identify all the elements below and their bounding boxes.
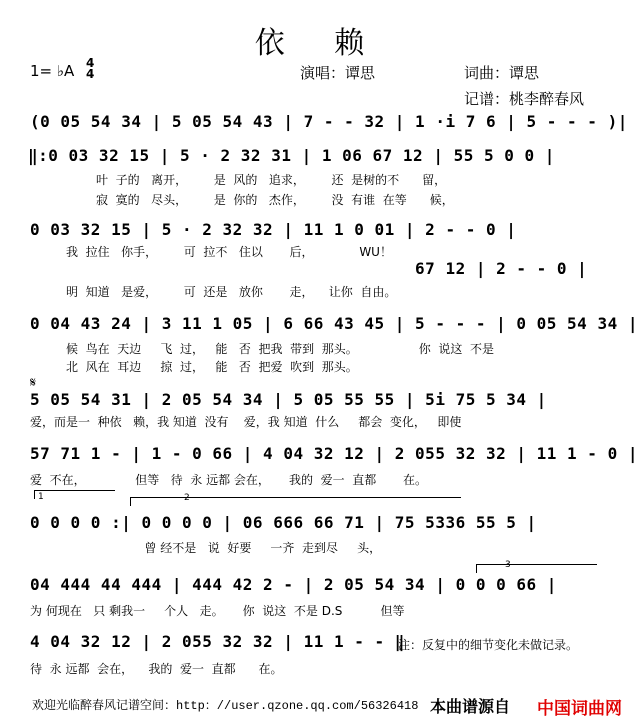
time-signature-top: 4: [86, 56, 95, 70]
time-signature: [86, 58, 94, 80]
lyric-row-1b: 寂 寞的 尽头， 是 你的 杰作， 没 有谁 在等 候，: [96, 193, 454, 207]
lyric-row-9: 待 永 远都 会在， 我的 爱一 直都 在。: [30, 662, 283, 676]
segno-sign: 𝄋: [30, 375, 37, 391]
lyric-row-4a: 候 鸟在 天边 飞 过， 能 否 把我 带到 那头。 你 说这 不是: [66, 342, 495, 356]
lyric-row-8: 为 何现在 只 剩我一 个人 走。 你 说这 不是 D.S 但等: [30, 604, 405, 618]
lyric-row-6: 爱 不在， 但等 待 永 远都 会在， 我的 爱一 直都 在。: [30, 473, 427, 487]
lyric-row-2: 我 拉住 你手， 可 拉不 住以 后， WU！: [66, 245, 392, 259]
score-row-9: 4 04 32 12 | 2 055 32 32 | 11 1 - - ‖: [30, 632, 405, 651]
writer-credit: 词曲：谭思: [464, 64, 540, 82]
time-signature-bottom: 4: [86, 67, 95, 81]
footer-source-text: 本曲谱源自: [430, 697, 511, 716]
score-row-intro: (0 05 54 34 | 5 05 54 43 | 7 - - 32 | 1 ·i 7 6 | 5 - - - )|: [30, 112, 628, 131]
score-row-8: 04 444 44 444 | 444 42 2 - | 2 05 54 34 | 0 0 0 66 |: [30, 575, 557, 594]
footer-brand-logo: 中国词曲网: [537, 699, 622, 719]
volta-bracket-3: [476, 564, 597, 573]
lyric-row-1a: 叶 子的 离开， 是 风的 追求， 还 是树的不 留，: [96, 173, 447, 187]
score-row-6: 57 71 1 - | 1 - 0 66 | 4 04 32 12 | 2 055 32 32 | 11 1 - 0 |: [30, 444, 638, 463]
footer-website-text: 欢迎光临醉春风记谱空间：http：//user.qzone.qq.com/56326418: [32, 699, 419, 713]
score-row-5: 5 05 54 31 | 2 05 54 34 | 5 05 55 55 | 5i 75 5 34 |: [30, 390, 547, 409]
score-row-7: 0 0 0 0 :| 0 0 0 0 | 06 666 66 71 | 75 5336 55 5 |: [30, 513, 537, 532]
lyric-row-4b: 北 风在 耳边 掠 过， 能 否 把爱 吹到 那头。: [66, 360, 358, 374]
lyric-row-7: 曾 经不是 说 好要 一齐 走到尽 头，: [30, 541, 382, 555]
volta-number-3: 3: [505, 560, 511, 570]
score-row-1: ‖:0 03 32 15 | 5 · 2 32 31 | 1 06 67 12 | 55 5 0 0 |: [28, 146, 555, 165]
score-row-4: 0 04 43 24 | 3 11 1 05 | 6 66 43 45 | 5 - - - | 0 05 54 34 |: [30, 314, 638, 333]
transcription-remark: 注：反复中的细节变化未做记录。: [398, 638, 579, 652]
key-signature: 1= ♭A: [30, 62, 75, 80]
volta-number-2: 2: [184, 493, 190, 503]
score-row-3: 67 12 | 2 - - 0 |: [30, 259, 588, 278]
singer-credit: 演唱：谭思: [300, 64, 376, 82]
volta-number-1: 1: [38, 492, 44, 502]
song-title: 依 赖: [254, 26, 385, 61]
score-row-2: 0 03 32 15 | 5 · 2 32 32 | 11 1 0 01 | 2 - - 0 |: [30, 220, 517, 239]
lyric-row-3: 明 知道 是爱， 可 还是 放你 走， 让你 自由。: [66, 285, 397, 299]
volta-bracket-2: [130, 497, 461, 506]
transcriber-credit: 记谱：桃李醉春风: [464, 90, 585, 108]
lyric-row-5: 爱，而是一 种依 赖，我 知道 没有 爱，我 知道 什么 都会 变化， 即使: [30, 415, 462, 429]
volta-bracket-1: [34, 490, 115, 499]
